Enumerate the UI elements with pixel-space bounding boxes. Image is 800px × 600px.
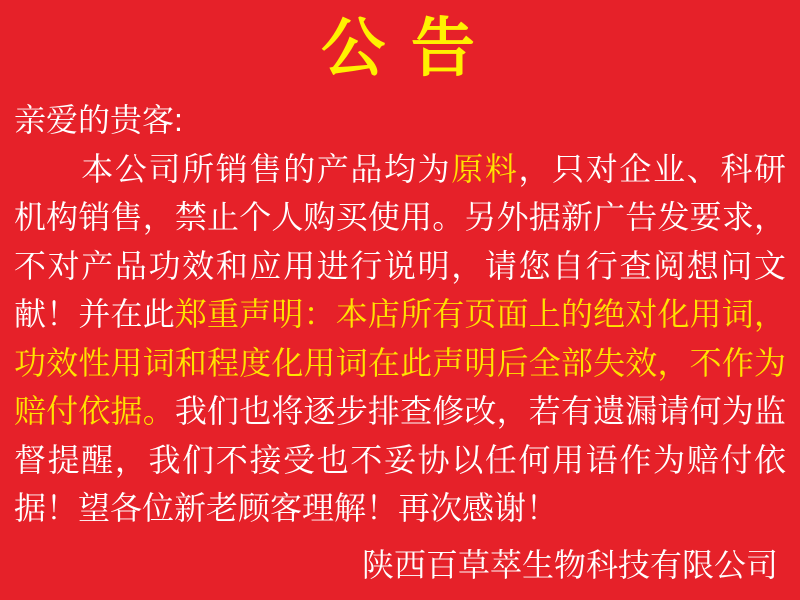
body-line — [14, 436, 786, 485]
text-segment: 赔付依据。 — [14, 393, 175, 429]
text-segment: 我们也将逐步排查修改，若有遗漏请何为监 — [174, 393, 786, 429]
text-segment: ，只对企业、科研 — [518, 150, 786, 187]
text-segment: 亲爱的贵客: — [14, 102, 183, 138]
text-segment: 功效性用词和程度化用词在此声明后全部失效，不作为 — [14, 344, 786, 381]
text-segment: 原料 — [451, 150, 519, 187]
company-signature: 陕西百草萃生物科技有限公司 — [361, 546, 778, 583]
text-segment: 本公司所销售的产品均为 — [14, 150, 452, 187]
text-segment: 不对产品功效和应用进行说明，请您自行查阅想问文 — [14, 247, 786, 284]
body-line — [14, 242, 786, 291]
text-segment: 据！望各位新老顾客理解！再次感谢！ — [14, 490, 559, 526]
body-line — [14, 387, 786, 436]
announcement-title: 公 告 — [321, 12, 479, 84]
announcement-body — [0, 92, 800, 533]
text-segment: 献！并在此 — [14, 296, 175, 332]
text-segment: 郑重声明：本店所有页面上的绝对化用词， — [174, 296, 786, 332]
text-segment: 督提醒，我们不接受也不妥协以任何用语作为赔付依 — [14, 441, 786, 478]
body-line — [14, 290, 786, 339]
body-line — [14, 145, 786, 194]
body-line — [14, 96, 786, 145]
body-line — [14, 339, 786, 388]
text-segment: 机构销售，禁止个人购买使用。另外据新广告发要求， — [14, 199, 786, 235]
body-line — [14, 193, 786, 242]
body-line — [14, 484, 786, 533]
